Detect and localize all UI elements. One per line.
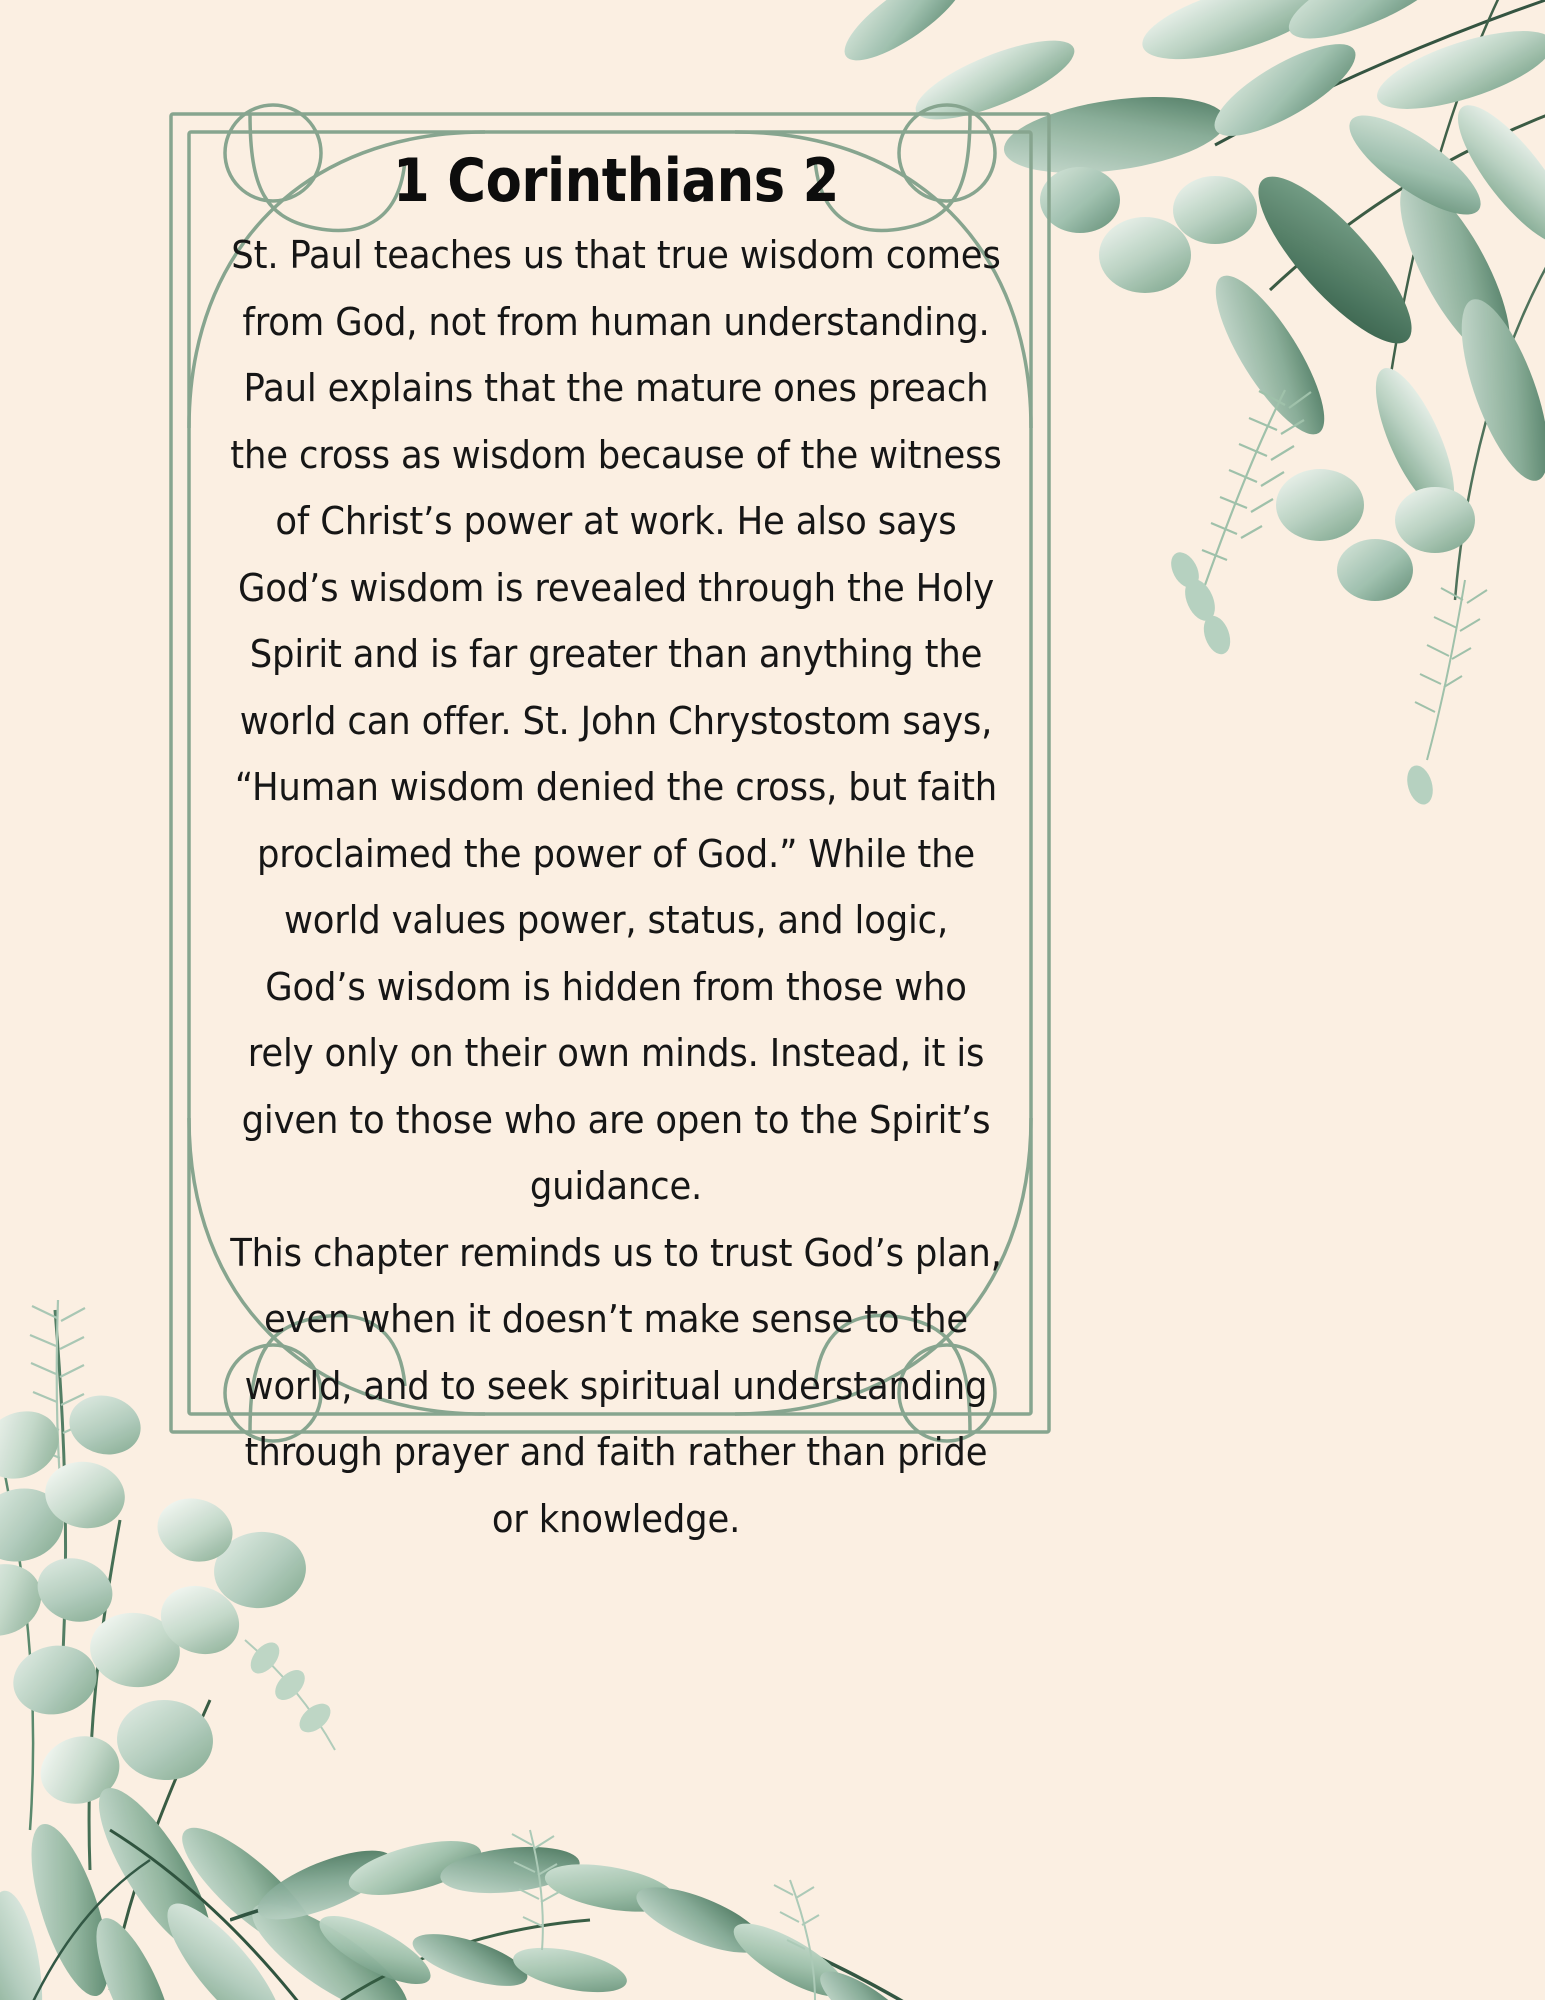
page-title: 1 Corinthians 2 [393,146,839,216]
scripture-reflection-text [230,223,1003,1553]
paragraph-2: This chapter reminds us to trust God’s plan, even when it doesn’t make sense to the world, and to seek spiritual understanding through prayer and faith rather than pride or knowledge. [230,1230,1002,1542]
paragraph-1: St. Paul teaches us that true wisdom comes from God, not from human understanding. Paul explains that the mature ones preach the cross as wisdom because of the witness of Christ’s power at work. He also says God’s wisdom is revealed through the Holy Spirit and is far greater than anything the world can offer. St. John Chrystostom says, “Human wisdom denied the cross, but faith proclaimed the power of God.” While the world values power, status, and logic, God’s wisdom is hidden from those who rely only on their own minds. Instead, it is given to those who are open to the Spirit’s guidance. [230,233,1002,1209]
document-body [196,146,1036,1553]
olive-branch-icon [230,1620,950,2000]
